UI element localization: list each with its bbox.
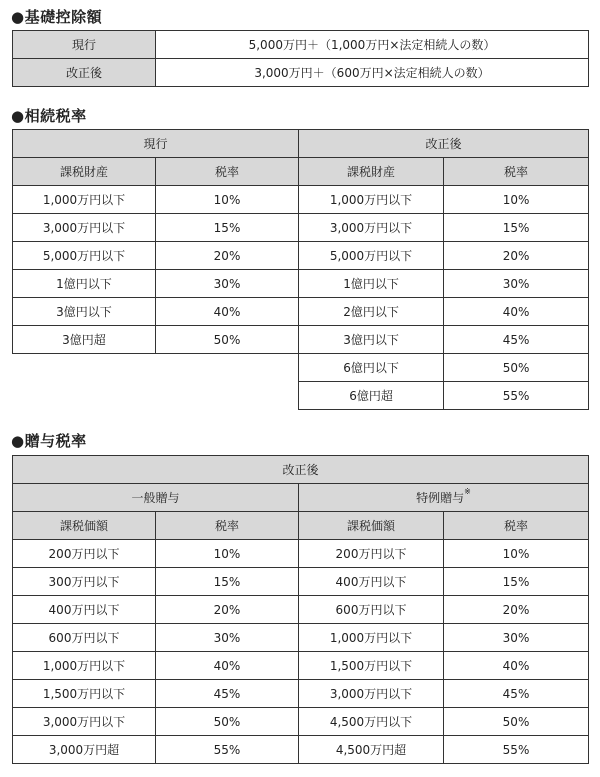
special-rate-col-header: 税率 bbox=[444, 512, 589, 540]
table-row bbox=[13, 242, 589, 270]
table-row bbox=[13, 59, 589, 87]
general-amount-cell: 300万円以下 bbox=[13, 568, 156, 596]
current-amount-cell: 3億円超 bbox=[13, 326, 156, 354]
special-rate-cell: 10% bbox=[444, 540, 589, 568]
special-amount-cell: 200万円以下 bbox=[299, 540, 444, 568]
special-amount-cell: 4,500万円以下 bbox=[299, 708, 444, 736]
table-row bbox=[13, 568, 589, 596]
special-amount-cell: 4,500万円超 bbox=[299, 736, 444, 764]
table-row bbox=[13, 354, 589, 382]
revised-amount-cell: 1,000万円以下 bbox=[299, 186, 444, 214]
empty-cell bbox=[156, 354, 299, 382]
empty-cell bbox=[156, 382, 299, 410]
current-rate-cell: 50% bbox=[156, 326, 299, 354]
table-row bbox=[13, 708, 589, 736]
revised-rate-cell: 40% bbox=[444, 298, 589, 326]
table-row bbox=[13, 624, 589, 652]
row-value: 5,000万円＋（1,000万円×法定相続人の数） bbox=[156, 31, 589, 59]
general-rate-cell: 55% bbox=[156, 736, 299, 764]
current-amount-cell: 1億円以下 bbox=[13, 270, 156, 298]
revised-header: 改正後 bbox=[299, 130, 589, 158]
revised-rate-cell: 10% bbox=[444, 186, 589, 214]
general-amount-cell: 1,000万円以下 bbox=[13, 652, 156, 680]
general-amount-col-header: 課税価額 bbox=[13, 512, 156, 540]
empty-cell bbox=[13, 382, 156, 410]
general-rate-cell: 40% bbox=[156, 652, 299, 680]
table-row bbox=[13, 214, 589, 242]
revised-amount-cell: 5,000万円以下 bbox=[299, 242, 444, 270]
general-rate-cell: 50% bbox=[156, 708, 299, 736]
row-label: 現行 bbox=[13, 31, 156, 59]
current-rate-cell: 40% bbox=[156, 298, 299, 326]
table-row bbox=[13, 31, 589, 59]
special-rate-cell: 50% bbox=[444, 708, 589, 736]
current-rate-cell: 15% bbox=[156, 214, 299, 242]
general-amount-cell: 1,500万円以下 bbox=[13, 680, 156, 708]
table-row bbox=[13, 596, 589, 624]
general-amount-cell: 400万円以下 bbox=[13, 596, 156, 624]
current-rate-cell: 30% bbox=[156, 270, 299, 298]
table-row bbox=[13, 298, 589, 326]
revised-rate-cell: 30% bbox=[444, 270, 589, 298]
revised-rate-cell: 50% bbox=[444, 354, 589, 382]
row-label: 改正後 bbox=[13, 59, 156, 87]
revised-amount-col-header: 課税財産 bbox=[299, 158, 444, 186]
general-gift-header: 一般贈与 bbox=[13, 484, 299, 512]
special-gift-note-mark: ※ bbox=[464, 487, 471, 496]
general-amount-cell: 3,000万円以下 bbox=[13, 708, 156, 736]
special-gift-header bbox=[299, 484, 589, 512]
general-amount-cell: 3,000万円超 bbox=[13, 736, 156, 764]
general-amount-cell: 600万円以下 bbox=[13, 624, 156, 652]
special-rate-cell: 30% bbox=[444, 624, 589, 652]
special-amount-cell: 3,000万円以下 bbox=[299, 680, 444, 708]
special-rate-cell: 45% bbox=[444, 680, 589, 708]
gift-tax-heading: ●贈与税率 bbox=[11, 432, 87, 450]
current-rate-col-header: 税率 bbox=[156, 158, 299, 186]
inheritance-tax-heading: ●相続税率 bbox=[11, 107, 87, 125]
revised-rate-cell: 15% bbox=[444, 214, 589, 242]
special-amount-col-header: 課税価額 bbox=[299, 512, 444, 540]
current-amount-cell: 3億円以下 bbox=[13, 298, 156, 326]
table-row bbox=[13, 680, 589, 708]
current-header: 現行 bbox=[13, 130, 299, 158]
inheritance-tax-table bbox=[12, 129, 589, 410]
special-amount-cell: 1,000万円以下 bbox=[299, 624, 444, 652]
revised-rate-cell: 55% bbox=[444, 382, 589, 410]
general-rate-cell: 15% bbox=[156, 568, 299, 596]
general-rate-cell: 30% bbox=[156, 624, 299, 652]
revised-amount-cell: 6億円超 bbox=[299, 382, 444, 410]
general-rate-col-header: 税率 bbox=[156, 512, 299, 540]
revised-rate-cell: 45% bbox=[444, 326, 589, 354]
general-rate-cell: 20% bbox=[156, 596, 299, 624]
table-row bbox=[13, 652, 589, 680]
special-rate-cell: 15% bbox=[444, 568, 589, 596]
revised-amount-cell: 6億円以下 bbox=[299, 354, 444, 382]
revised-amount-cell: 3億円以下 bbox=[299, 326, 444, 354]
general-rate-cell: 45% bbox=[156, 680, 299, 708]
revised-amount-cell: 2億円以下 bbox=[299, 298, 444, 326]
empty-cell bbox=[13, 354, 156, 382]
table-row bbox=[13, 382, 589, 410]
revised-rate-col-header: 税率 bbox=[444, 158, 589, 186]
revised-amount-cell: 1億円以下 bbox=[299, 270, 444, 298]
revised-rate-cell: 20% bbox=[444, 242, 589, 270]
basic-deduction-table bbox=[12, 30, 589, 87]
revised-amount-cell: 3,000万円以下 bbox=[299, 214, 444, 242]
special-amount-cell: 600万円以下 bbox=[299, 596, 444, 624]
current-rate-cell: 10% bbox=[156, 186, 299, 214]
special-rate-cell: 55% bbox=[444, 736, 589, 764]
current-amount-cell: 5,000万円以下 bbox=[13, 242, 156, 270]
special-gift-label: 特例贈与 bbox=[416, 491, 465, 505]
general-rate-cell: 10% bbox=[156, 540, 299, 568]
gift-revised-header: 改正後 bbox=[13, 456, 589, 484]
current-amount-cell: 1,000万円以下 bbox=[13, 186, 156, 214]
general-amount-cell: 200万円以下 bbox=[13, 540, 156, 568]
table-row bbox=[13, 270, 589, 298]
table-row bbox=[13, 326, 589, 354]
table-row bbox=[13, 736, 589, 764]
gift-tax-table bbox=[12, 455, 589, 764]
special-rate-cell: 40% bbox=[444, 652, 589, 680]
current-amount-col-header: 課税財産 bbox=[13, 158, 156, 186]
basic-deduction-heading: ●基礎控除額 bbox=[11, 8, 103, 26]
row-value: 3,000万円＋（600万円×法定相続人の数） bbox=[156, 59, 589, 87]
current-rate-cell: 20% bbox=[156, 242, 299, 270]
special-rate-cell: 20% bbox=[444, 596, 589, 624]
special-amount-cell: 400万円以下 bbox=[299, 568, 444, 596]
current-amount-cell: 3,000万円以下 bbox=[13, 214, 156, 242]
table-row bbox=[13, 540, 589, 568]
table-row bbox=[13, 186, 589, 214]
special-amount-cell: 1,500万円以下 bbox=[299, 652, 444, 680]
